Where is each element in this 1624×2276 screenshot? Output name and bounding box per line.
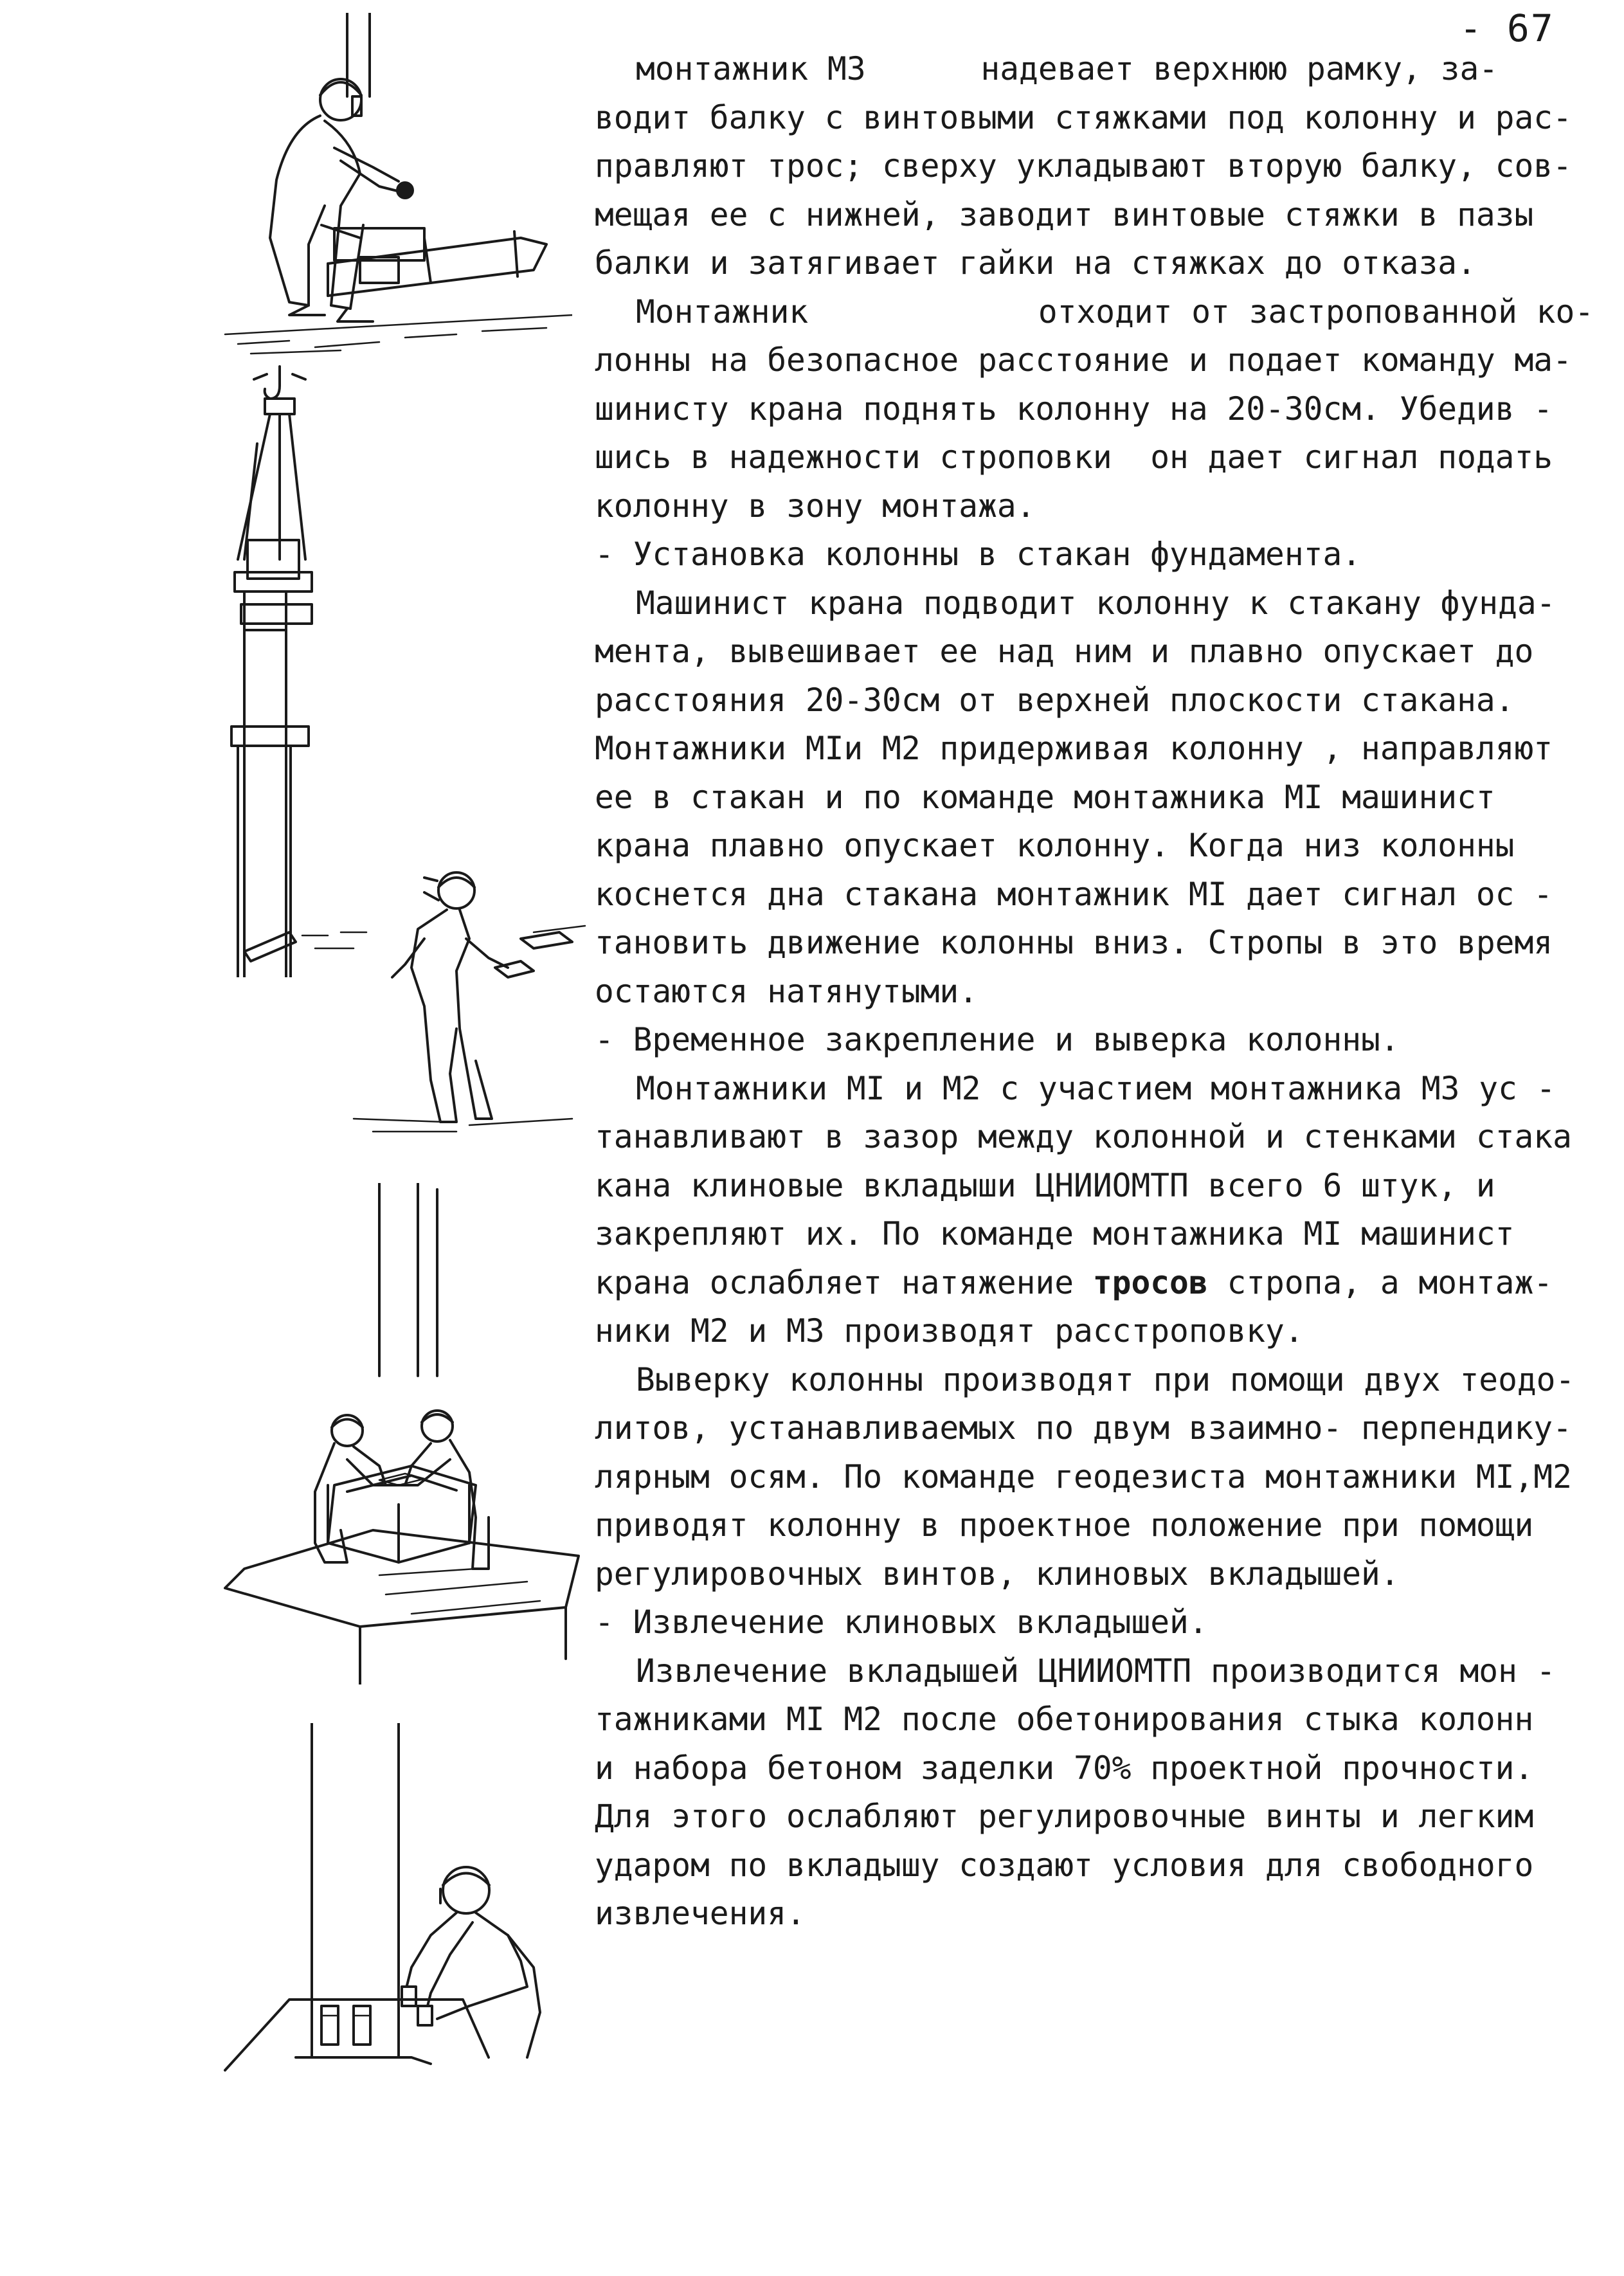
- text-line: ударом по вкладышу создают условия для свободного: [595, 1846, 1534, 1884]
- text-line: монтажник М3 надевает верхнюю рамку, за-: [636, 50, 1499, 87]
- text-line: Монтажники МIи М2 придерживая колонну , направляют: [595, 730, 1553, 767]
- text-line: Извлечение вкладышей ЦНИИОМТП производится мон -: [636, 1652, 1556, 1690]
- text-line: регулировочных винтов, клиновых вкладышей.: [595, 1555, 1400, 1593]
- text-line: остаются натянутыми.: [595, 972, 979, 1010]
- text-line: мента, вывешивает ее над ним и плавно опускает до: [595, 633, 1534, 670]
- text-line: колонну в зону монтажа.: [595, 487, 1036, 525]
- text-segment: крана ослабляет натяжение: [595, 1263, 1093, 1301]
- text-line: мещая ее с нижней, заводит винтовые стяжки в пазы: [595, 195, 1534, 233]
- text-line: закрепляют их. По команде монтажника МI машинист: [595, 1215, 1515, 1252]
- text-line-emphasis: [595, 1259, 1617, 1308]
- text-line: крана плавно опускает колонну. Когда низ колонны: [595, 827, 1515, 864]
- text-line: расстояния 20-30см от верхней плоскости стакана.: [595, 681, 1515, 719]
- text-segment: стропа, а монтаж-: [1207, 1263, 1553, 1301]
- text-line: шинисту крана поднять колонну на 20-30см. Убедив -: [595, 390, 1553, 428]
- text-line: тажниками МI М2 после обетонирования стыка колонн: [595, 1701, 1534, 1738]
- text-line: Монтажники МI и М2 с участием монтажника М3 ус -: [636, 1069, 1556, 1107]
- text-line: приводят колонну в проектное положение при помощи: [595, 1506, 1534, 1544]
- text-line: правляют трос; сверху укладывают вторую балку, сов-: [595, 147, 1572, 185]
- illustration-clamp-installation: [212, 13, 572, 360]
- text-line: водит балку с винтовыми стяжками под колонну и рас-: [595, 98, 1572, 136]
- illustration-wedge-inserts: [219, 1183, 591, 1684]
- text-line: ее в стакан и по команде монтажника МI машинист: [595, 778, 1495, 816]
- text-line: коснется дна стакана монтажник МI дает сигнал ос -: [595, 875, 1553, 913]
- body-text: [595, 45, 1617, 1938]
- text-line: кана клиновые вкладыши ЦНИИОМТП всего 6 штук, и: [595, 1166, 1495, 1204]
- section-heading: - Установка колонны в стакан фундамента.: [595, 536, 1362, 573]
- text-line: Выверку колонны производят при помощи двух теодо-: [636, 1360, 1575, 1398]
- text-line: шись в надежности строповки он дает сигнал подать: [595, 438, 1553, 476]
- section-heading: - Извлечение клиновых вкладышей.: [595, 1603, 1208, 1641]
- text-line: Машинист крана подводит колонну к стакану фунда-: [636, 584, 1556, 622]
- text-line: лонны на безопасное расстояние и подает команду ма-: [595, 341, 1572, 379]
- text-line: ники М2 и М3 производят расстроповку.: [595, 1312, 1304, 1350]
- text-line: балки и затягивает гайки на стяжках до отказа.: [595, 244, 1476, 282]
- text-line: Монтажник отходит от застропованной ко-: [636, 293, 1594, 330]
- text-line: лярным осям. По команде геодезиста монтажники МI,М2: [595, 1458, 1572, 1495]
- illustration-guiding-column: [238, 868, 598, 1138]
- illustration-wedge-extraction: [219, 1723, 591, 2083]
- section-heading: - Временное закрепление и выверка колонны.: [595, 1021, 1400, 1058]
- text-line: Для этого ослабляют регулировочные винты и легким: [595, 1798, 1534, 1835]
- text-line: извлечения.: [595, 1895, 806, 1932]
- text-line: литов, устанавливаемых по двум взаимно- перпендику-: [595, 1409, 1572, 1447]
- text-line: и набора бетоном заделки 70% проектной прочности.: [595, 1749, 1534, 1787]
- text-line: танавливают в зазор между колонной и стенками стака: [595, 1118, 1572, 1155]
- page-number: - 67: [1459, 6, 1555, 50]
- bold-word: тросов: [1092, 1263, 1208, 1301]
- text-line: тановить движение колонны вниз. Стропы в это время: [595, 924, 1553, 961]
